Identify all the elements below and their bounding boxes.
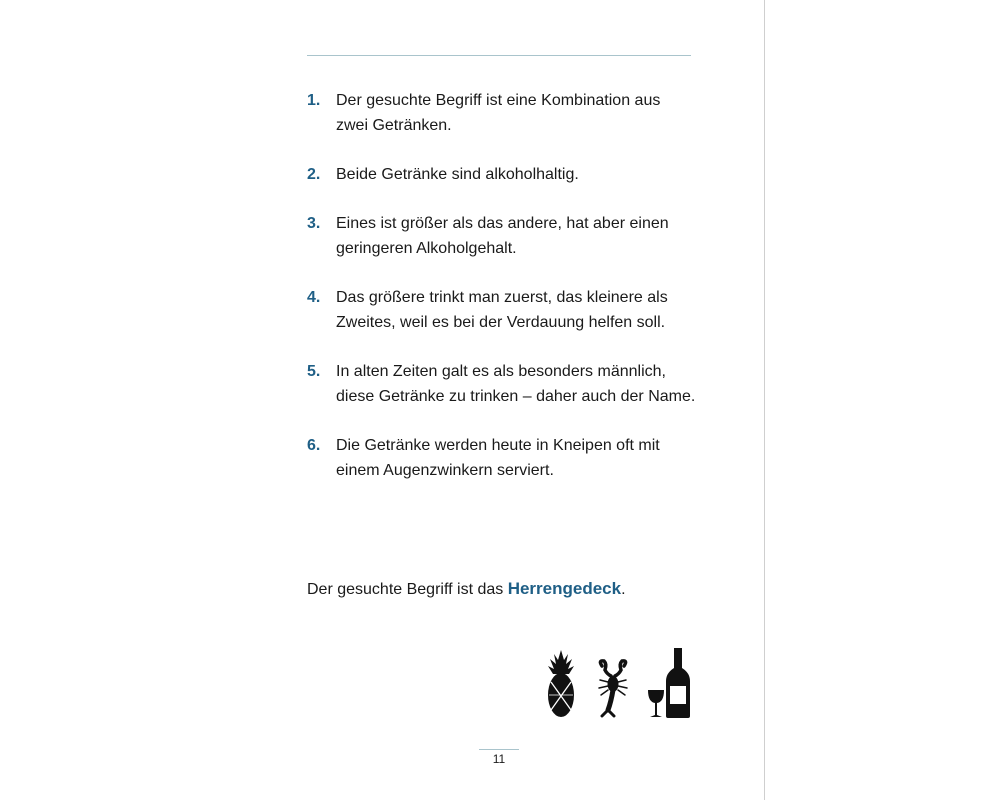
clue-list [307,88,707,507]
answer-suffix: . [621,581,626,598]
footer-divider [479,749,519,750]
clue-number: 3. [307,215,321,232]
clue-text: Das größere trinkt man zuerst, das kleinere als Zweites, weil es bei der Verdauung helfen soll. [336,289,668,331]
icon-row [545,648,690,718]
lobster-icon [595,658,631,718]
pineapple-icon [545,648,577,718]
answer-line [307,576,626,602]
clue-text: Die Getränke werden heute in Kneipen oft mit einem Augenzwinkern serviert. [336,437,660,479]
clue-item [307,433,707,483]
page-edge-divider [764,0,765,800]
answer-term: Herrengedeck [507,579,622,598]
clue-number: 1. [307,92,321,109]
clue-text: In alten Zeiten galt es als besonders männlich, diese Getränke zu trinken – daher auch der Name. [336,363,696,405]
clue-number: 4. [307,289,321,306]
clue-item [307,285,707,335]
clue-text: Eines ist größer als das andere, hat aber einen geringeren Alkoholgehalt. [336,215,669,257]
clue-item [307,162,707,187]
clue-text: Der gesuchte Begriff ist eine Kombination aus zwei Getränken. [336,92,661,134]
answer-prefix: Der gesuchte Begriff ist das [307,581,508,598]
top-divider [307,55,691,56]
wine-bottle-and-glass-icon [647,648,691,718]
clue-number: 6. [307,437,321,454]
clue-text: Beide Getränke sind alkoholhaltig. [336,166,579,183]
clue-item [307,359,707,409]
clue-number: 2. [307,166,321,183]
page-number: 11 [492,752,506,766]
clue-number: 5. [307,363,321,380]
clue-item [307,211,707,261]
clue-item [307,88,707,138]
